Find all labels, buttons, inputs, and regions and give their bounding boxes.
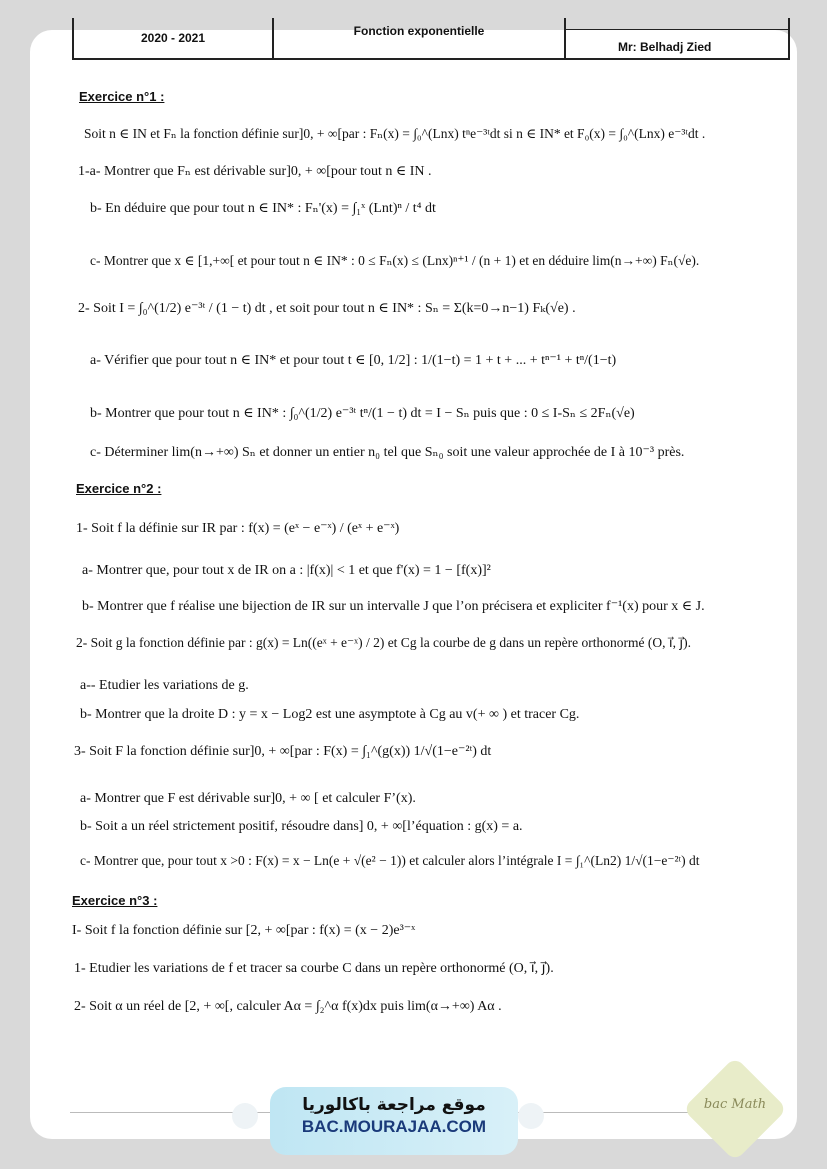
ex2-line: 3- Soit F la fonction définie sur]0, + ∞[par : F(x) = ∫₁^(g(x)) 1/√(1−e⁻²ᵗ) dt xyxy=(74,744,492,759)
ex1-line: c- Déterminer lim(n→+∞) Sₙ et donner un entier n₀ tel que Sₙ₀ soit une valeur approchée de I à 10⁻³ près. xyxy=(90,445,685,460)
site-url[interactable]: BAC.MOURAJAA.COM xyxy=(301,1117,487,1136)
exercise-1-title: Exercice n°1 : xyxy=(79,89,165,104)
teacher-cell xyxy=(566,18,788,58)
ex1-line: a- Vérifier que pour tout n ∈ IN* et pour tout t ∈ [0, 1/2] : 1/(1−t) = 1 + t + ... + tⁿ⁻¹ + tⁿ/(1−t) xyxy=(90,353,617,368)
ex2-line: a- Montrer que, pour tout x de IR on a : |f(x)| < 1 et que f'(x) = 1 − [f(x)]² xyxy=(82,563,491,578)
ex2-line: b- Montrer que la droite D : y = x − Log2 est une asymptote à Cg au v(+ ∞ ) et tracer Cg. xyxy=(80,707,580,722)
topic-cell: Fonction exponentielle xyxy=(274,18,566,58)
exercise-2-title: Exercice n°2 : xyxy=(76,481,162,496)
ex1-line: 1-a- Montrer que Fₙ est dérivable sur]0, + ∞[pour tout n ∈ IN . xyxy=(78,164,432,179)
ex2-line: 2- Soit g la fonction définie par : g(x) = Ln((eˣ + e⁻ˣ) / 2) et Cg la courbe de g dans un repère orthonormé (O, i⃗, j⃗). xyxy=(76,635,691,650)
ex1-line: Soit n ∈ IN et Fₙ la fonction définie sur]0, + ∞[par : Fₙ(x) = ∫₀^(Lnx) tⁿe⁻³ᵗdt si n ∈ IN* et F₀(x) = ∫₀^(Lnx) e⁻³ᵗdt . xyxy=(84,126,706,141)
ex2-line: a-- Etudier les variations de g. xyxy=(80,678,249,693)
ex3-line: 2- Soit α un réel de [2, + ∞[, calculer Aα = ∫₂^α f(x)dx puis lim(α→+∞) Aα . xyxy=(74,999,502,1014)
ex3-line: I- Soit f la fonction définie sur [2, + ∞[par : f(x) = (x − 2)e³⁻ˣ xyxy=(72,923,416,938)
ex3-line: 1- Etudier les variations de f et tracer sa courbe C dans un repère orthonormé (O, i⃗, j⃗). xyxy=(74,961,554,976)
ex1-line: b- Montrer que pour tout n ∈ IN* : ∫₀^(1/2) e⁻³ᵗ tⁿ/(1 − t) dt = I − Sₙ puis que : 0 ≤ I-Sₙ ≤ 2Fₙ(√e) xyxy=(90,406,635,421)
ex2-line: 1- Soit f la définie sur IR par : f(x) = (eˣ − e⁻ˣ) / (eˣ + e⁻ˣ) xyxy=(76,521,400,536)
site-badge[interactable] xyxy=(270,1087,518,1155)
cell-divider xyxy=(566,29,788,30)
ex2-line: b- Soit a un réel strictement positif, résoudre dans] 0, + ∞[l’équation : g(x) = a. xyxy=(80,819,523,834)
ex1-line: 2- Soit I = ∫₀^(1/2) e⁻³ᵗ / (1 − t) dt , et soit pour tout n ∈ IN* : Sₙ = Σ(k=0→n−1) Fₖ(√e) . xyxy=(78,301,576,316)
ex2-line: b- Montrer que f réalise une bijection de IR sur un intervalle J que l’on précisera et expliciter f⁻¹(x) pour x ∈ J. xyxy=(82,599,705,614)
header-table xyxy=(72,18,790,60)
site-logo-icon xyxy=(232,1103,258,1129)
site-name-arabic: موقع مراجعة باكالوريا xyxy=(302,1095,486,1115)
ex1-line: b- En déduire que pour tout n ∈ IN* : Fₙ'(x) = ∫₁ˣ (Lnt)ⁿ / t⁴ dt xyxy=(90,201,436,216)
ex2-line: a- Montrer que F est dérivable sur]0, + ∞ [ et calculer F’(x). xyxy=(80,791,416,806)
ex1-line: c- Montrer que x ∈ [1,+∞[ et pour tout n ∈ IN* : 0 ≤ Fₙ(x) ≤ (Lnx)ⁿ⁺¹ / (n + 1) et en déduire lim(n→+∞) Fₙ(√e). xyxy=(90,253,700,268)
teacher-name: Mr: Belhadj Zied xyxy=(618,40,712,54)
exercise-3-title: Exercice n°3 : xyxy=(72,893,158,908)
bac-math-logo-text: bac Math xyxy=(703,1097,767,1112)
year-cell: 2020 - 2021 xyxy=(74,18,274,58)
ex2-line: c- Montrer que, pour tout x >0 : F(x) = x − Ln(e + √(e² − 1)) et calculer alors l’intégrale I = ∫₁^(Ln2) 1/√(1−e⁻²ᵗ) dt xyxy=(80,853,700,868)
site-logo-icon xyxy=(518,1103,544,1129)
